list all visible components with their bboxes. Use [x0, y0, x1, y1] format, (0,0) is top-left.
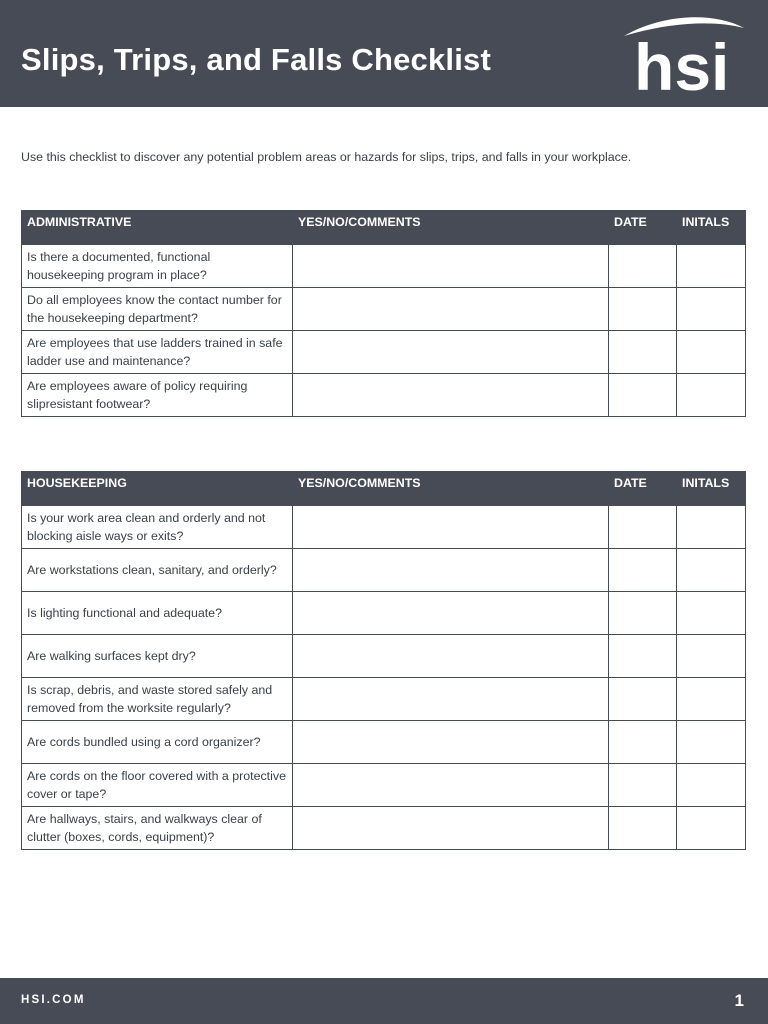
date-cell[interactable]: [609, 807, 677, 850]
table-row: [22, 807, 746, 850]
question-cell: Are cords bundled using a cord organizer?: [22, 721, 293, 764]
page-number: 1: [734, 991, 744, 1010]
initials-cell[interactable]: [677, 331, 746, 374]
comments-cell[interactable]: [293, 549, 609, 592]
housekeeping-table: [21, 471, 746, 850]
table-row: [22, 764, 746, 807]
column-header-category: ADMINISTRATIVE: [22, 211, 293, 245]
initials-cell[interactable]: [677, 245, 746, 288]
initials-cell[interactable]: [677, 678, 746, 721]
page-header: [0, 0, 768, 107]
table-row: [22, 592, 746, 635]
table-row: [22, 331, 746, 374]
initials-cell[interactable]: [677, 549, 746, 592]
column-header-comments: YES/NO/COMMENTS: [293, 472, 609, 506]
question-cell: Are workstations clean, sanitary, and orderly?: [22, 549, 293, 592]
question-cell: Are employees aware of policy requiring slipresistant footwear?: [22, 374, 293, 417]
initials-cell[interactable]: [677, 374, 746, 417]
column-header-comments: YES/NO/COMMENTS: [293, 211, 609, 245]
comments-cell[interactable]: [293, 635, 609, 678]
column-header-date: DATE: [609, 472, 677, 506]
comments-cell[interactable]: [293, 288, 609, 331]
date-cell[interactable]: [609, 288, 677, 331]
comments-cell[interactable]: [293, 374, 609, 417]
comments-cell[interactable]: [293, 331, 609, 374]
initials-cell[interactable]: [677, 721, 746, 764]
question-cell: Are employees that use ladders trained in safe ladder use and maintenance?: [22, 331, 293, 374]
table-row: [22, 374, 746, 417]
table-row: [22, 506, 746, 549]
question-cell: Is your work area clean and orderly and not blocking aisle ways or exits?: [22, 506, 293, 549]
date-cell[interactable]: [609, 764, 677, 807]
question-cell: Is lighting functional and adequate?: [22, 592, 293, 635]
table-row: [22, 635, 746, 678]
question-cell: Do all employees know the contact number for the housekeeping department?: [22, 288, 293, 331]
initials-cell[interactable]: [677, 288, 746, 331]
table-row: [22, 245, 746, 288]
question-cell: Are cords on the floor covered with a protective cover or tape?: [22, 764, 293, 807]
site-link[interactable]: HSI.COM: [21, 994, 86, 1006]
date-cell[interactable]: [609, 374, 677, 417]
comments-cell[interactable]: [293, 506, 609, 549]
initials-cell[interactable]: [677, 635, 746, 678]
date-cell[interactable]: [609, 245, 677, 288]
table-row: [22, 549, 746, 592]
comments-cell[interactable]: [293, 592, 609, 635]
table-header-row: [22, 211, 746, 245]
hsi-logo: [618, 10, 748, 98]
question-cell: Is scrap, debris, and waste stored safely and removed from the worksite regularly?: [22, 678, 293, 721]
initials-cell[interactable]: [677, 506, 746, 549]
comments-cell[interactable]: [293, 764, 609, 807]
column-header-initials: INITALS: [677, 472, 746, 506]
intro-text: Use this checklist to discover any potential problem areas or hazards for slips, trips, and falls in your workplace.: [21, 150, 632, 164]
column-header-initials: INITALS: [677, 211, 746, 245]
column-header-date: DATE: [609, 211, 677, 245]
date-cell[interactable]: [609, 635, 677, 678]
comments-cell[interactable]: [293, 807, 609, 850]
date-cell[interactable]: [609, 506, 677, 549]
date-cell[interactable]: [609, 721, 677, 764]
comments-cell[interactable]: [293, 678, 609, 721]
question-cell: Are hallways, stairs, and walkways clear of clutter (boxes, cords, equipment)?: [22, 807, 293, 850]
table-row: [22, 288, 746, 331]
table-row: [22, 678, 746, 721]
column-header-category: HOUSEKEEPING: [22, 472, 293, 506]
comments-cell[interactable]: [293, 245, 609, 288]
page-title: Slips, Trips, and Falls Checklist: [21, 42, 492, 77]
table-header-row: [22, 472, 746, 506]
table-row: [22, 721, 746, 764]
date-cell[interactable]: [609, 331, 677, 374]
page-footer: [0, 978, 768, 1024]
administrative-table: [21, 210, 746, 417]
date-cell[interactable]: [609, 549, 677, 592]
question-cell: Are walking surfaces kept dry?: [22, 635, 293, 678]
date-cell[interactable]: [609, 592, 677, 635]
initials-cell[interactable]: [677, 592, 746, 635]
comments-cell[interactable]: [293, 721, 609, 764]
question-cell: Is there a documented, functional housekeeping program in place?: [22, 245, 293, 288]
svg-text:hsi: hsi: [634, 30, 730, 98]
initials-cell[interactable]: [677, 764, 746, 807]
initials-cell[interactable]: [677, 807, 746, 850]
date-cell[interactable]: [609, 678, 677, 721]
